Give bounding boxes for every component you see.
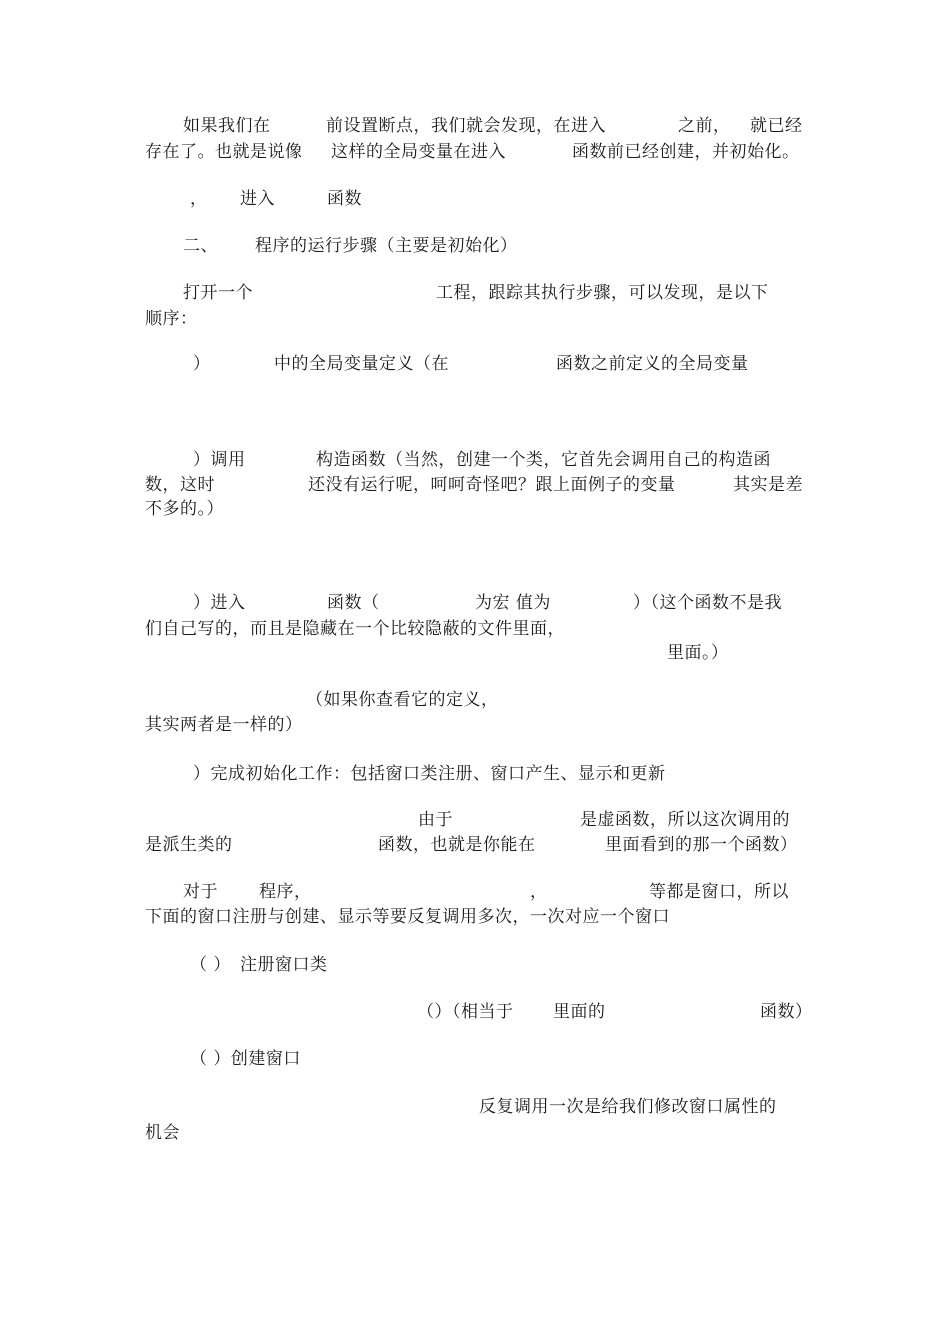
text: 由于 [418,810,453,830]
text: 里面。） [667,643,729,663]
text: 还没有运行呢，呵呵奇怪吧？跟上面例子的变量 [308,475,676,495]
text: 进入 [240,189,275,209]
text: 为宏 值为 [475,593,551,613]
text: 存在了。也就是说像 [145,142,303,162]
section-title: 程序的运行步骤（主要是初始化） [255,236,518,256]
text: 是虚函数，所以这次调用的 [580,810,790,830]
text: 就已经 [750,116,803,136]
text: 如果我们在 [183,116,271,136]
text: 前设置断点，我们就会发现，在进入 [326,116,606,136]
text: 下面的窗口注册与创建、显示等要反复调用多次，一次对应一个窗口 [145,907,670,927]
text: 是派生类的 [145,835,233,855]
text: 函数（ [327,593,380,613]
text: 构造函数（当然，创建一个类，它首先会调用自己的构造函 [316,450,771,470]
text: 函数 [327,189,362,209]
text: ）调用 [193,450,246,470]
text: 们自己写的，而且是隐藏在一个比较隐蔽的文件里面， [145,619,565,639]
text: 机会 [145,1123,180,1143]
text: 之前， [678,116,731,136]
text: 程序， [259,882,312,902]
text: 中的全局变量定义（在 [274,354,449,374]
text: （ ） [190,955,231,975]
text: 顺序： [145,309,198,329]
text: （）（相当于 [417,1002,514,1022]
text: 函数前已经创建，并初始化。 [572,142,800,162]
text: 数，这时 [145,475,215,495]
text: 反复调用一次是给我们修改窗口属性的 [479,1097,777,1117]
text: ）完成初始化工作：包括窗口类注册、窗口产生、显示和更新 [193,764,666,784]
text: 函数，也就是你能在 [378,835,536,855]
section-number: 二、 [183,236,218,256]
text: 函数之前定义的全局变量 [556,354,749,374]
text: 其实是差 [733,475,803,495]
text: ， [190,189,208,209]
text: 里面的 [553,1002,606,1022]
text: 其实两者是一样的） [145,715,303,735]
text: （ ）创建窗口 [190,1049,301,1069]
text: 等都是窗口，所以 [649,882,789,902]
text: ） [193,354,211,374]
text: 对于 [183,882,218,902]
text: （如果你查看它的定义， [306,690,499,710]
text: 里面看到的那一个函数） [605,835,798,855]
text: 函数） [760,1002,813,1022]
text: ， [530,882,548,902]
text: 工程，跟踪其执行步骤，可以发现，是以下 [436,283,769,303]
text: 注册窗口类 [240,955,328,975]
text: 打开一个 [183,283,253,303]
text: ）进入 [193,593,246,613]
text: 不多的。） [145,499,224,519]
text: ）（这个函数不是我 [633,593,782,613]
text: 这样的全局变量在进入 [331,142,506,162]
